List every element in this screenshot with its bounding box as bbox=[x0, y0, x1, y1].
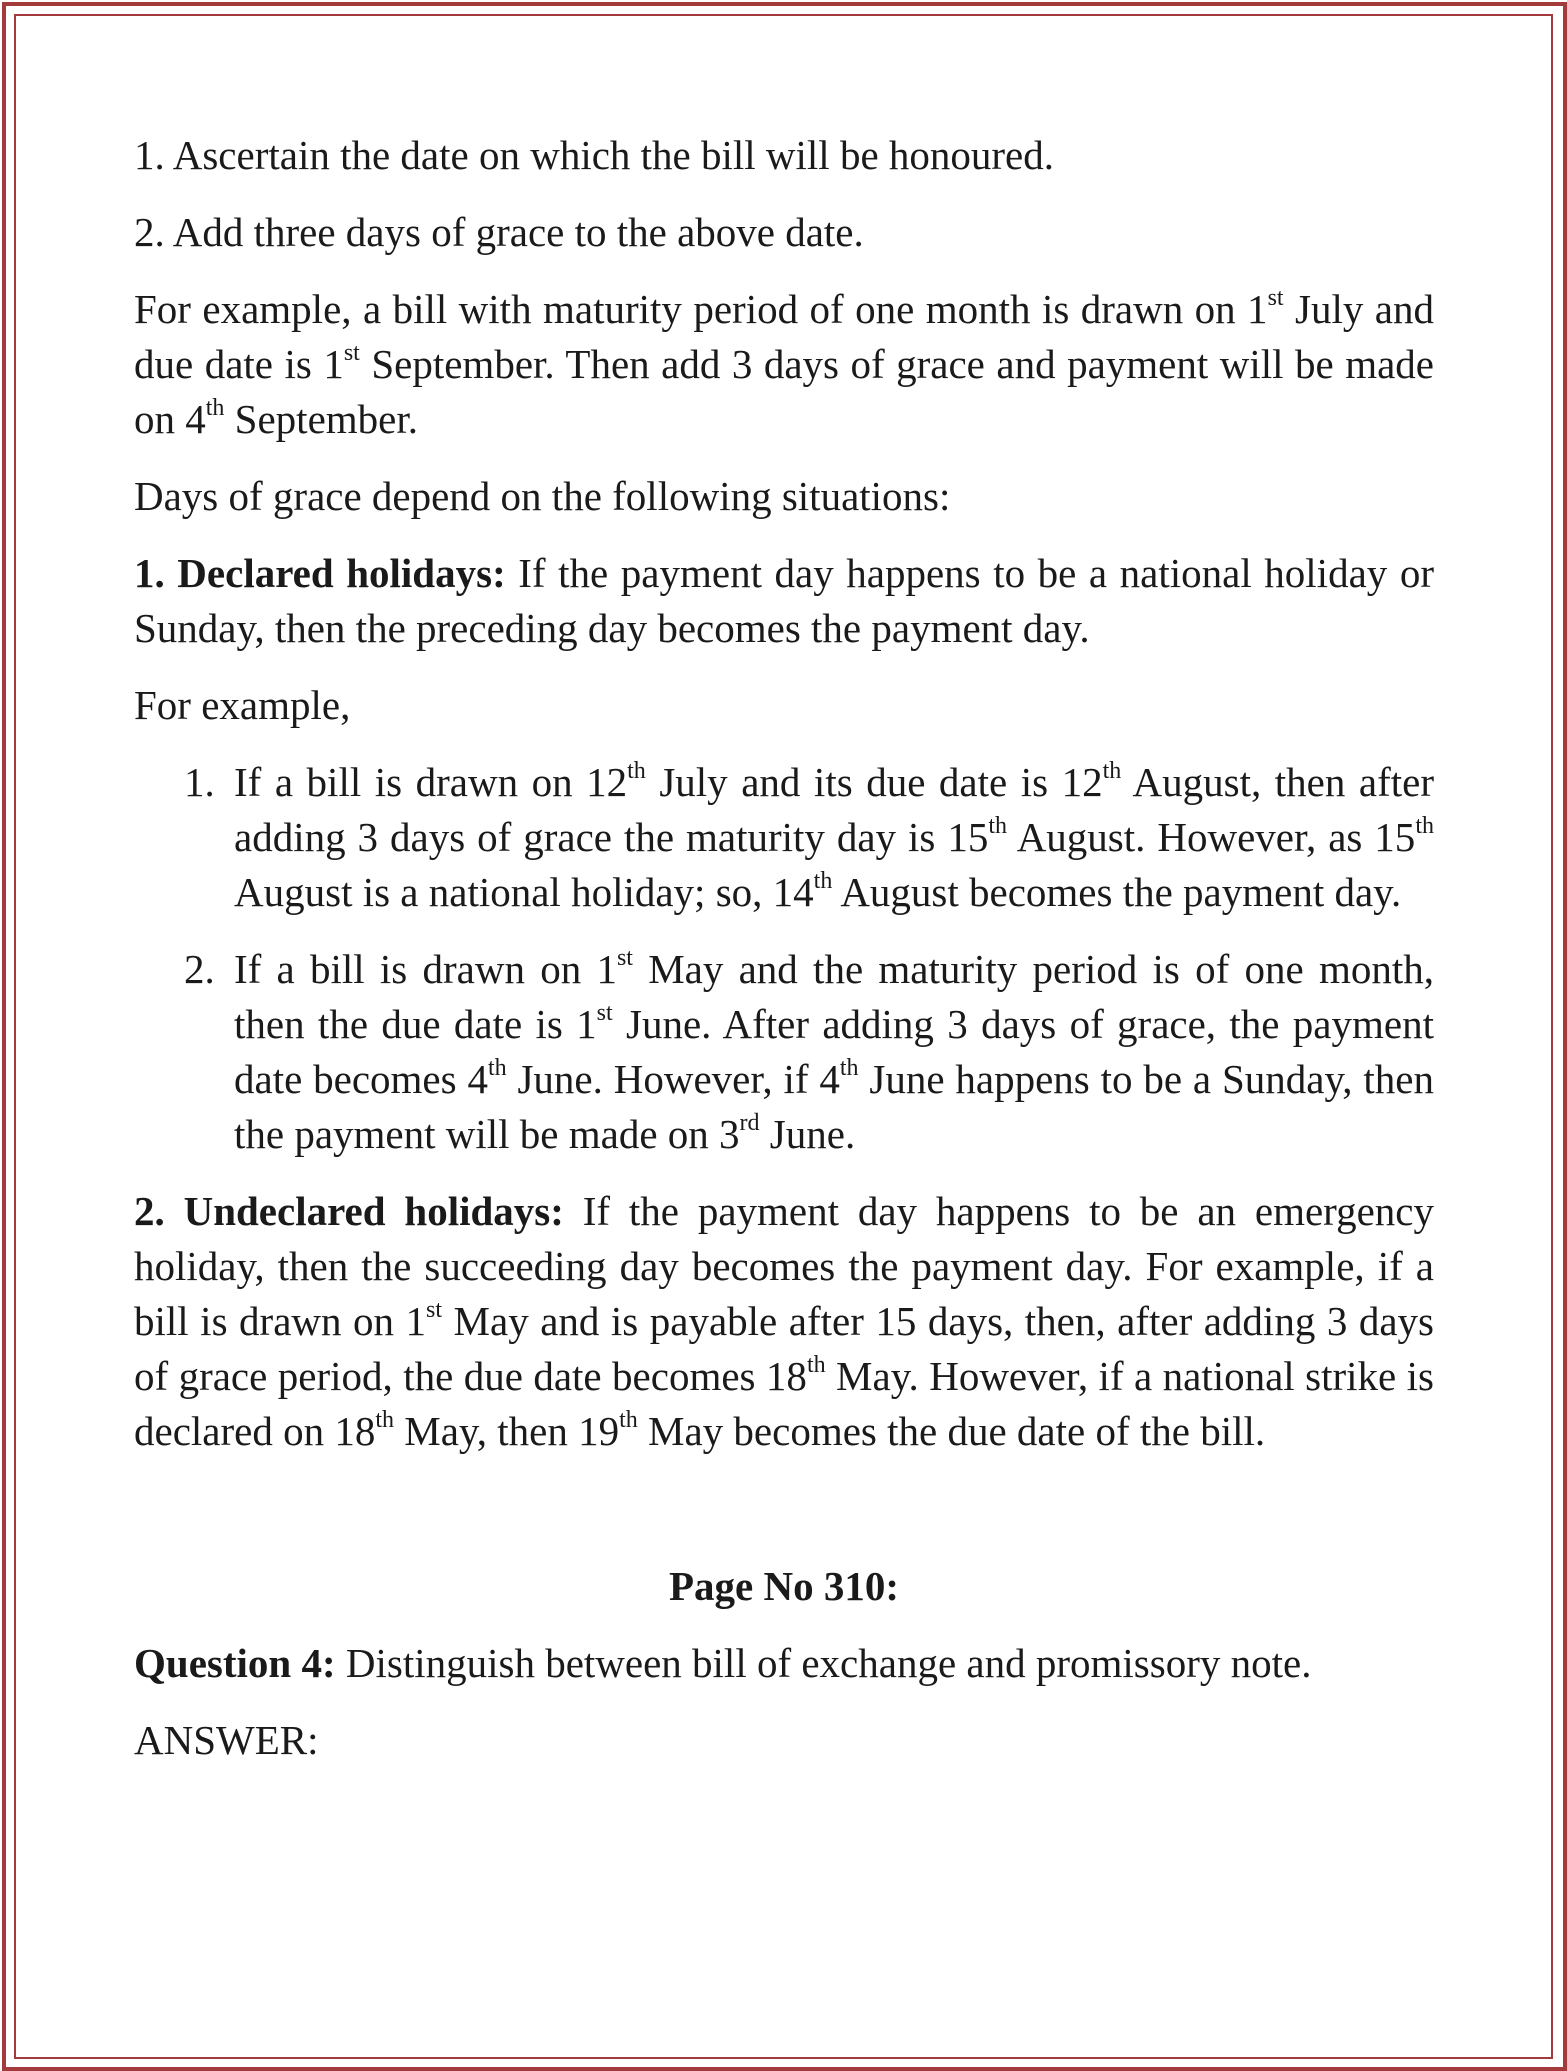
text-run: September. Then add 3 days of grace and payment will be made on 4 bbox=[134, 341, 1434, 442]
step-1: 1. Ascertain the date on which the bill will be honoured. bbox=[134, 132, 1054, 178]
text-run: May becomes the due date of the bill. bbox=[637, 1408, 1266, 1454]
undeclared-holidays-heading: 2. Undeclared holidays: bbox=[134, 1188, 564, 1234]
ordinal-suffix: th bbox=[205, 395, 225, 421]
ordinal-suffix: th bbox=[1102, 758, 1122, 784]
ordinal-suffix: th bbox=[813, 868, 833, 894]
text-run: If a bill is drawn on 1 bbox=[234, 946, 617, 992]
situations-intro: Days of grace depend on the following situations: bbox=[134, 473, 951, 519]
text-run: May and the maturity period is of one month, then the due date is 1 bbox=[234, 946, 1434, 1047]
text-run: August becomes the payment day. bbox=[832, 869, 1402, 915]
text-run: June happens to be a Sunday, then the payment will be made on 3 bbox=[234, 1056, 1435, 1157]
text-run: May, then 19 bbox=[394, 1408, 620, 1454]
ordinal-suffix: th bbox=[806, 1352, 826, 1378]
grace-example-paragraph bbox=[134, 282, 1434, 447]
for-example-label: For example, bbox=[134, 682, 351, 728]
ordinal-suffix: st bbox=[1267, 285, 1284, 311]
text-run: May. However, if a national strike is declared on 18 bbox=[134, 1353, 1434, 1454]
undeclared-holidays-paragraph bbox=[134, 1184, 1434, 1459]
document-body bbox=[134, 128, 1434, 1768]
list-number: 1. bbox=[184, 759, 215, 805]
text-run: August, then after adding 3 days of grace the maturity day is 15 bbox=[234, 759, 1434, 860]
ordinal-suffix: st bbox=[343, 340, 360, 366]
list-item bbox=[134, 942, 1434, 1162]
text-run: July and due date is 1 bbox=[134, 286, 1434, 387]
text-run: August is a national holiday; so, 14 bbox=[234, 869, 814, 915]
text-run: May and is payable after 15 days, then, after adding 3 days of grace period, the due date becomes 18 bbox=[134, 1298, 1434, 1399]
ordinal-suffix: th bbox=[619, 1407, 638, 1433]
declared-holidays-text: If the payment day happens to be a national holiday or Sunday, then the preceding day becomes the payment day. bbox=[134, 550, 1434, 651]
text-run: July and its due date is 12 bbox=[645, 759, 1103, 805]
ordinal-suffix: rd bbox=[739, 1110, 760, 1136]
text-run: If a bill is drawn on 12 bbox=[234, 759, 628, 805]
list-item bbox=[134, 755, 1434, 920]
question-4 bbox=[134, 1636, 1434, 1691]
page-number-heading: Page No 310: bbox=[668, 1563, 899, 1609]
ordinal-suffix: st bbox=[426, 1297, 443, 1323]
ordinal-suffix: th bbox=[988, 813, 1007, 839]
text-run: For example, a bill with maturity period of one month is drawn on 1 bbox=[134, 286, 1268, 332]
question-label: Question 4: bbox=[134, 1640, 336, 1686]
step-2: 2. Add three days of grace to the above date. bbox=[134, 209, 864, 255]
text-run: June. After adding 3 days of grace, the payment date becomes 4 bbox=[234, 1001, 1434, 1102]
ordinal-suffix: st bbox=[616, 945, 633, 971]
ordinal-suffix: th bbox=[487, 1055, 507, 1081]
text-run: June. However, if 4 bbox=[506, 1056, 840, 1102]
answer-label: ANSWER: bbox=[134, 1717, 319, 1763]
ordinal-suffix: th bbox=[1415, 813, 1434, 839]
text-run: September. bbox=[224, 396, 418, 442]
declared-holidays-paragraph bbox=[134, 546, 1434, 656]
ordinal-suffix: st bbox=[596, 1000, 613, 1026]
declared-holidays-heading: 1. Declared holidays: bbox=[134, 550, 506, 596]
declared-examples-list bbox=[134, 755, 1434, 1162]
ordinal-suffix: th bbox=[627, 758, 646, 784]
question-text: Distinguish between bill of exchange and promissory note. bbox=[335, 1640, 1312, 1686]
text-run: June. bbox=[759, 1111, 856, 1157]
ordinal-suffix: th bbox=[375, 1407, 395, 1433]
text-run: August. However, as 15 bbox=[1007, 814, 1416, 860]
ordinal-suffix: th bbox=[839, 1055, 859, 1081]
text-run: If the payment day happens to be an emergency holiday, then the succeeding day becomes the payment day. For example, if a bill is drawn on 1 bbox=[134, 1188, 1434, 1344]
list-number: 2. bbox=[184, 946, 215, 992]
